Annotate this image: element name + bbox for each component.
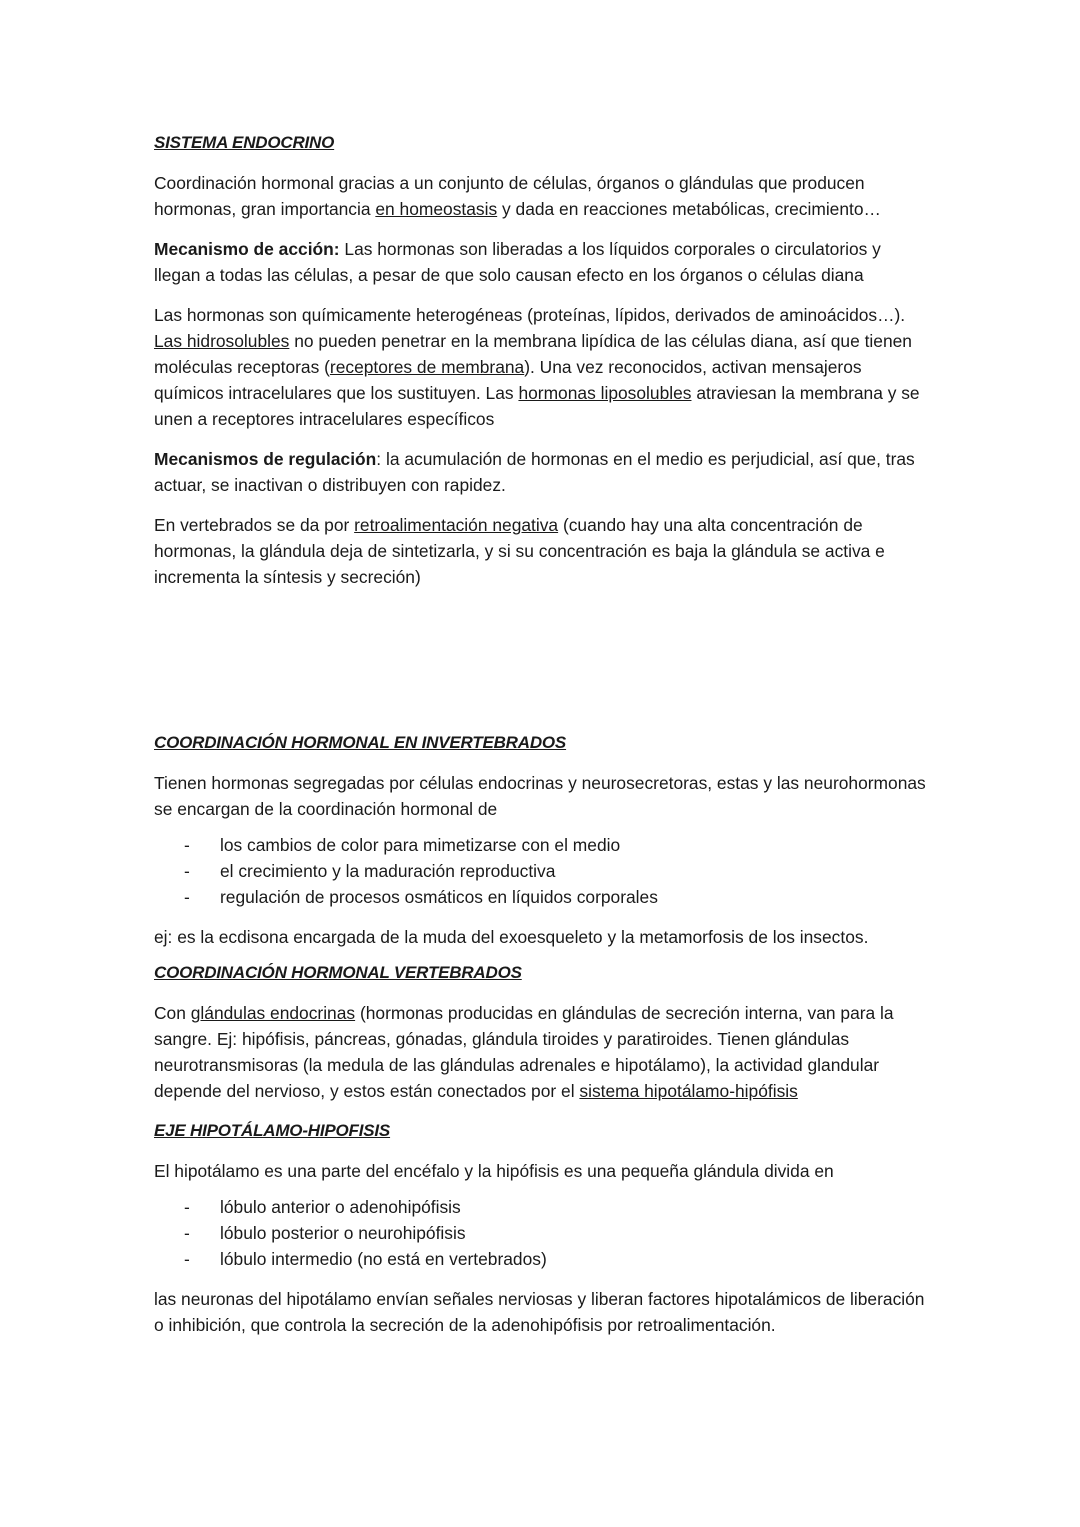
- underlined-term: receptores de membrana: [329, 357, 525, 377]
- heading-vertebrados: COORDINACIÓN HORMONAL VERTEBRADOS: [154, 963, 522, 982]
- paragraph-invertebrados: Tienen hormonas segregadas por células endocrinas y neurosecretoras, estas y las neurohormonas se encargan de la coordinación hormonal de: [154, 773, 926, 819]
- paragraph-ecdisona: ej: es la ecdisona encargada de la muda del exoesqueleto y la metamorfosis de los insectos.: [154, 927, 869, 947]
- paragraph-neuronas: las neuronas del hipotálamo envían señales nerviosas y liberan factores hipotalámicos de liberación o inhibición, que controla la secreción de la adenohipófisis por retroalimentación.: [154, 1289, 925, 1335]
- underlined-term: en homeostasis: [375, 199, 498, 219]
- heading-eje-hipotalamo: EJE HIPOTÁLAMO-HIPOFISIS: [154, 1121, 391, 1140]
- paragraph-mecanismos-regulacion: Mecanismos de regulación: la acumulación de hormonas en el medio es perjudicial, así que, tras actuar, se inactivan o distribuyen con rapidez.: [154, 449, 915, 495]
- underlined-term: retroalimentación negativa: [354, 515, 559, 535]
- bold-label: Mecanismos de regulación: [154, 449, 377, 469]
- paragraph-vertebrados: En vertebrados se da por retroalimentación negativa (cuando hay una alta concentración de hormonas, la glándula deja de sintetizarla, y si su concentración es baja la glándula se activa e incrementa la síntesis y secreción): [154, 515, 885, 587]
- heading-sistema-endocrino: SISTEMA ENDOCRINO: [154, 133, 335, 152]
- spacer: [154, 604, 930, 730]
- list-item: - lóbulo posterior o neurohipófisis: [154, 1220, 930, 1246]
- list-invertebrados: [154, 832, 930, 910]
- list-item: - los cambios de color para mimetizarse con el medio: [154, 832, 930, 858]
- underlined-term: sistema hipotálamo-hipófisis: [579, 1081, 798, 1101]
- list-item: - regulación de procesos osmáticos en líquidos corporales: [154, 884, 930, 910]
- list-item: - el crecimiento y la maduración reproductiva: [154, 858, 930, 884]
- bold-label: Mecanismo de acción:: [154, 239, 340, 259]
- paragraph-hormonas-heterogeneas: Las hormonas son químicamente heterogéneas (proteínas, lípidos, derivados de aminoácidos…). Las hidrosolubles no pueden penetrar en la membrana lipídica de las células diana, así que tienen moléculas receptoras (receptores de membrana). Una vez reconocidos, activan mensajeros químicos intracelulares que los sustituyen. Las hormonas liposolubles atraviesan la membrana y se unen a receptores intracelulares específicos: [154, 305, 920, 429]
- paragraph-intro: Coordinación hormonal gracias a un conjunto de células, órganos o glándulas que producen hormonas, gran importancia en homeostasis y dada en reacciones metabólicas, crecimiento…: [154, 173, 881, 219]
- underlined-term: glándulas endocrinas: [190, 1003, 356, 1023]
- paragraph-mecanismo-accion: Mecanismo de acción: Las hormonas son liberadas a los líquidos corporales o circulatorios y llegan a todas las células, a pesar de que solo causan efecto en los órganos o células diana: [154, 239, 881, 285]
- list-item: - lóbulo intermedio (no está en vertebrados): [154, 1246, 930, 1272]
- underlined-term: hormonas liposolubles: [518, 383, 692, 403]
- list-item: - lóbulo anterior o adenohipófisis: [154, 1194, 930, 1220]
- underlined-term: Las hidrosolubles: [154, 331, 290, 351]
- heading-invertebrados: COORDINACIÓN HORMONAL EN INVERTEBRADOS: [154, 733, 567, 752]
- list-lobulos: [154, 1194, 930, 1272]
- paragraph-glandulas: Con glándulas endocrinas (hormonas producidas en glándulas de secreción interna, van para la sangre. Ej: hipófisis, páncreas, gónadas, glándula tiroides y paratiroides. Tienen glándulas neurotransmisoras (la medula de las glándulas adrenales e hipotálamo), la actividad glandular depende del nervioso, y estos están conectados por el sistema hipotálamo-hipófisis: [154, 1003, 894, 1101]
- paragraph-hipotalamo: El hipotálamo es una parte del encéfalo y la hipófisis es una pequeña glándula divida en: [154, 1161, 834, 1181]
